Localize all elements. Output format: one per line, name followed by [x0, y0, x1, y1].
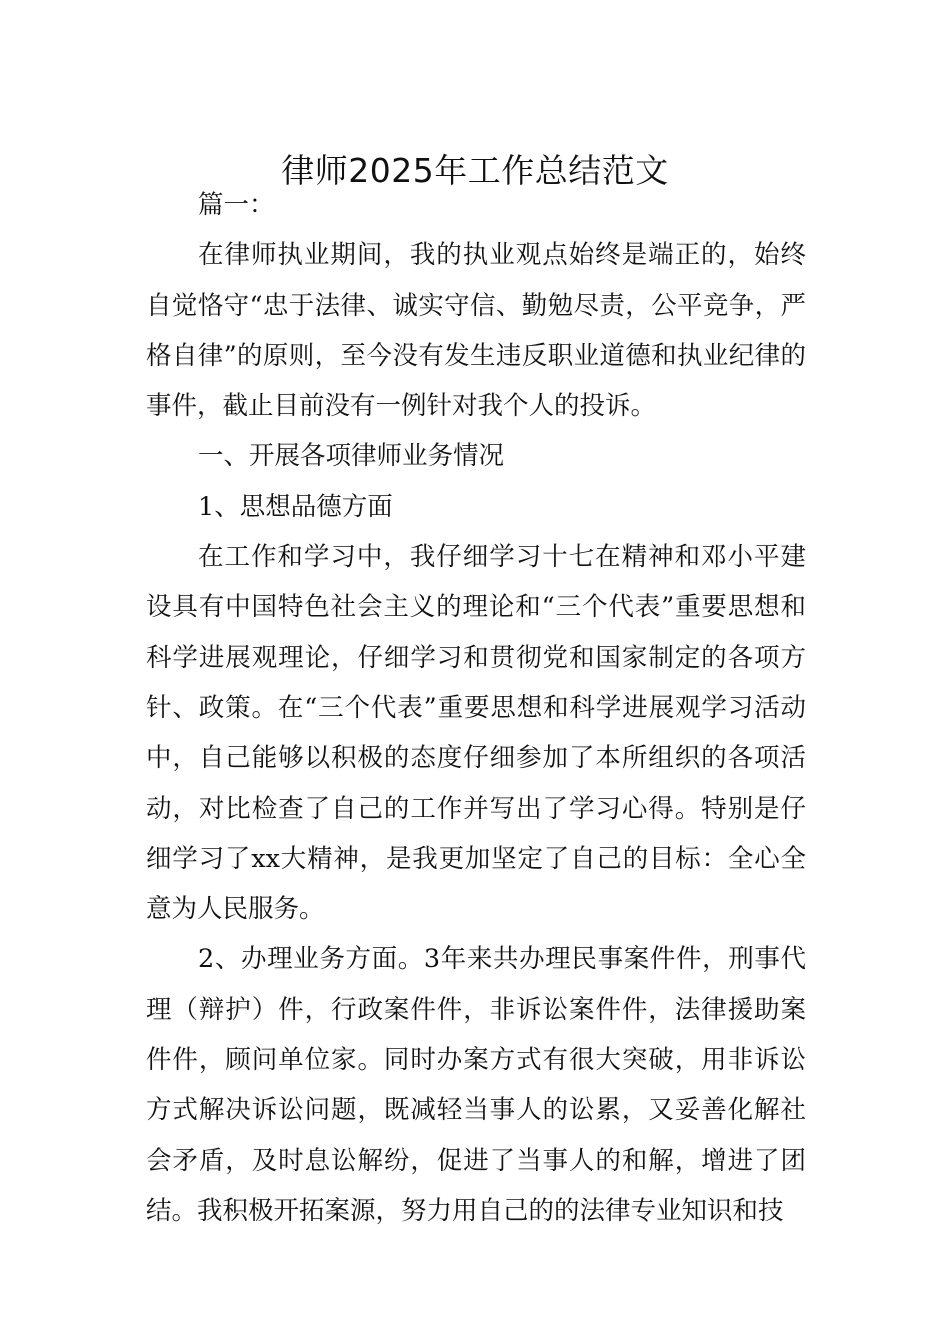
document-body: [146, 180, 806, 1236]
section-label: 篇一：: [198, 190, 275, 220]
document-title: 律师2025年工作总结范文: [281, 151, 669, 191]
subsection-heading: 1、思想品德方面: [198, 491, 393, 522]
paragraph-ideology: 在工作和学习中，我仔细学习十七在精神和邓小平建设具有中国特色社会主义的理论和“三个代表”重要思想和科学进展观理论，仔细学习和贯彻党和国家制定的各项方针、政策。在“三个代表”重要思想和科学进展观学习活动中，自己能够以积极的态度仔细参加了本所组织的各项活动，对比检查了自己的工作并写出了学习心得。特别是仔细学习了xx大精神，是我更加坚定了自己的目标：全心全意为人民服务。: [146, 542, 806, 925]
section-heading: 一、开展各项律师业务情况: [198, 441, 505, 472]
paragraph-intro: 在律师执业期间，我的执业观点始终是端正的，始终自觉恪守“忠于法律、诚实守信、勤勉尽责，公平竞争，严格自律”的原则，至今没有发生违反职业道德和执业纪律的事件，截止目前没有一例针对我个人的投诉。: [146, 240, 806, 422]
paragraph-business: 2、办理业务方面。3年来共办理民事案件件，刑事代理（辩护）件，行政案件件，非诉讼案件件，法律援助案件件，顾问单位家。同时办案方式有很大突破，用非诉讼方式解决诉讼问题，既减轻当事人的讼累，又妥善化解社会矛盾，及时息讼解纷，促进了当事人的和解，增进了团结。我积极开拓案源，努力用自己的的法律专业知识和技: [146, 944, 806, 1226]
